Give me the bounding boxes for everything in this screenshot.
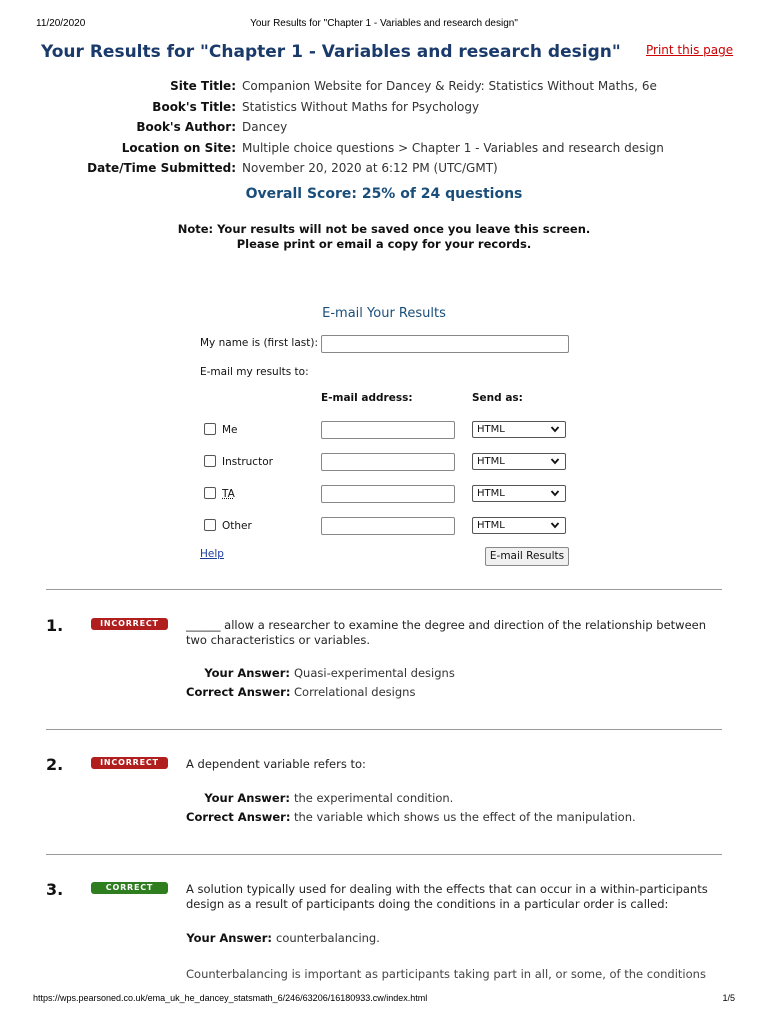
question-text: ______ allow a researcher to examine the degree and direction of the relationship between two characteristics or variables. [186, 618, 707, 647]
your-answer-value: Quasi-experimental designs [294, 666, 455, 680]
recipient-ta-format-select[interactable] [472, 485, 566, 502]
chevron-down-icon [550, 424, 560, 434]
recipient-instructor-format-select[interactable] [472, 453, 566, 470]
chevron-down-icon [550, 520, 560, 530]
question-number: 2. [46, 755, 64, 774]
name-input[interactable] [321, 335, 569, 353]
overall-score: Overall Score: 25% of 24 questions [245, 186, 523, 202]
print-page-number: 1/5 [722, 993, 735, 1003]
your-answer-row [186, 666, 455, 680]
recipient-other-checkbox[interactable] [204, 519, 216, 531]
your-answer-value: the experimental condition. [294, 791, 454, 805]
recipient-other-label: Other [222, 520, 252, 532]
recipient-ta-label: TA [222, 488, 235, 500]
recipient-me-checkbox[interactable] [204, 423, 216, 435]
meta-row-location [60, 138, 700, 159]
meta-row-site-title [60, 76, 700, 97]
send-as-column-header: Send as: [472, 392, 523, 404]
correct-answer-row [186, 685, 415, 699]
page-title: Your Results for "Chapter 1 - Variables and research design" [41, 42, 621, 62]
recipient-me-email-input[interactable] [321, 421, 455, 439]
recipient-instructor-checkbox[interactable] [204, 455, 216, 467]
recipient-instructor-email-input[interactable] [321, 453, 455, 471]
help-link[interactable]: Help [200, 548, 224, 560]
print-date: 11/20/2020 [36, 18, 86, 29]
recipient-other-email-input[interactable] [321, 517, 455, 535]
meta-value: Statistics Without Maths for Psychology [242, 99, 480, 114]
question-text: A solution typically used for dealing with the effects that can occur in a within-participants design as a result of participants doing the conditions in a particular order is called: [186, 882, 708, 911]
your-answer-row [186, 791, 453, 805]
incorrect-badge: INCORRECT [91, 618, 168, 630]
print-url: https://wps.pearsoned.co.uk/ema_uk_he_dancey_statsmath_6/246/63206/16180933.cw/index.html [33, 993, 428, 1003]
send-to-label: E-mail my results to: [200, 366, 309, 378]
your-answer-label: Your Answer: [204, 666, 290, 680]
your-answer-label: Your Answer: [186, 931, 272, 945]
print-page-title: Your Results for "Chapter 1 - Variables and research design" [250, 18, 518, 29]
question-text: A dependent variable refers to: [186, 757, 366, 771]
correct-answer-label: Correct Answer: [186, 685, 291, 699]
your-answer-row [186, 931, 380, 945]
name-label: My name is (first last): [200, 337, 318, 349]
divider [46, 589, 722, 590]
email-address-column-header: E-mail address: [321, 392, 413, 404]
print-page-link[interactable]: Print this page [646, 43, 734, 57]
chevron-down-icon [550, 456, 560, 466]
recipient-ta-email-input[interactable] [321, 485, 455, 503]
save-note-line-2: Please print or email a copy for your records. [236, 237, 532, 251]
meta-value: Dancey [242, 120, 288, 135]
meta-label: Book's Author: [136, 120, 236, 135]
meta-row-book-title [60, 97, 700, 118]
question-number: 1. [46, 616, 64, 635]
meta-label: Date/Time Submitted: [87, 161, 236, 176]
chevron-down-icon [550, 488, 560, 498]
meta-label: Book's Title: [152, 99, 236, 114]
email-results-button[interactable]: E-mail Results [485, 547, 569, 566]
correct-answer-value: the variable which shows us the effect of the manipulation. [294, 810, 636, 824]
recipient-ta-checkbox[interactable] [204, 487, 216, 499]
recipient-me-format-select[interactable] [472, 421, 566, 438]
correct-answer-row [186, 810, 636, 824]
correct-badge: CORRECT [91, 882, 168, 894]
recipient-instructor-label: Instructor [222, 456, 273, 468]
answer-explanation: Counterbalancing is important as participants taking part in all, or some, of the conditions [186, 967, 706, 981]
select-value: HTML [477, 520, 505, 531]
divider [46, 729, 722, 730]
select-value: HTML [477, 456, 505, 467]
meta-label: Location on Site: [121, 140, 236, 155]
result-metadata [60, 76, 700, 179]
correct-answer-value: Correlational designs [294, 685, 416, 699]
meta-row-date-submitted [60, 158, 700, 179]
meta-label: Site Title: [170, 79, 236, 94]
save-note [0, 222, 768, 252]
email-results-heading: E-mail Your Results [322, 306, 446, 321]
your-answer-label: Your Answer: [204, 791, 290, 805]
select-value: HTML [477, 424, 505, 435]
meta-value: Companion Website for Dancey & Reidy: Statistics Without Maths, 6e [242, 79, 657, 94]
print-header [0, 18, 768, 32]
recipient-me-label: Me [222, 424, 238, 436]
meta-value: Multiple choice questions > Chapter 1 - Variables and research design [242, 140, 664, 155]
select-value: HTML [477, 488, 505, 499]
your-answer-value: counterbalancing. [276, 931, 380, 945]
save-note-line-1: Note: Your results will not be saved once you leave this screen. [177, 222, 591, 236]
correct-answer-label: Correct Answer: [186, 810, 291, 824]
meta-value: November 20, 2020 at 6:12 PM (UTC/GMT) [242, 161, 498, 176]
divider [46, 854, 722, 855]
recipient-other-format-select[interactable] [472, 517, 566, 534]
question-number: 3. [46, 880, 64, 899]
meta-row-book-author [60, 117, 700, 138]
incorrect-badge: INCORRECT [91, 757, 168, 769]
